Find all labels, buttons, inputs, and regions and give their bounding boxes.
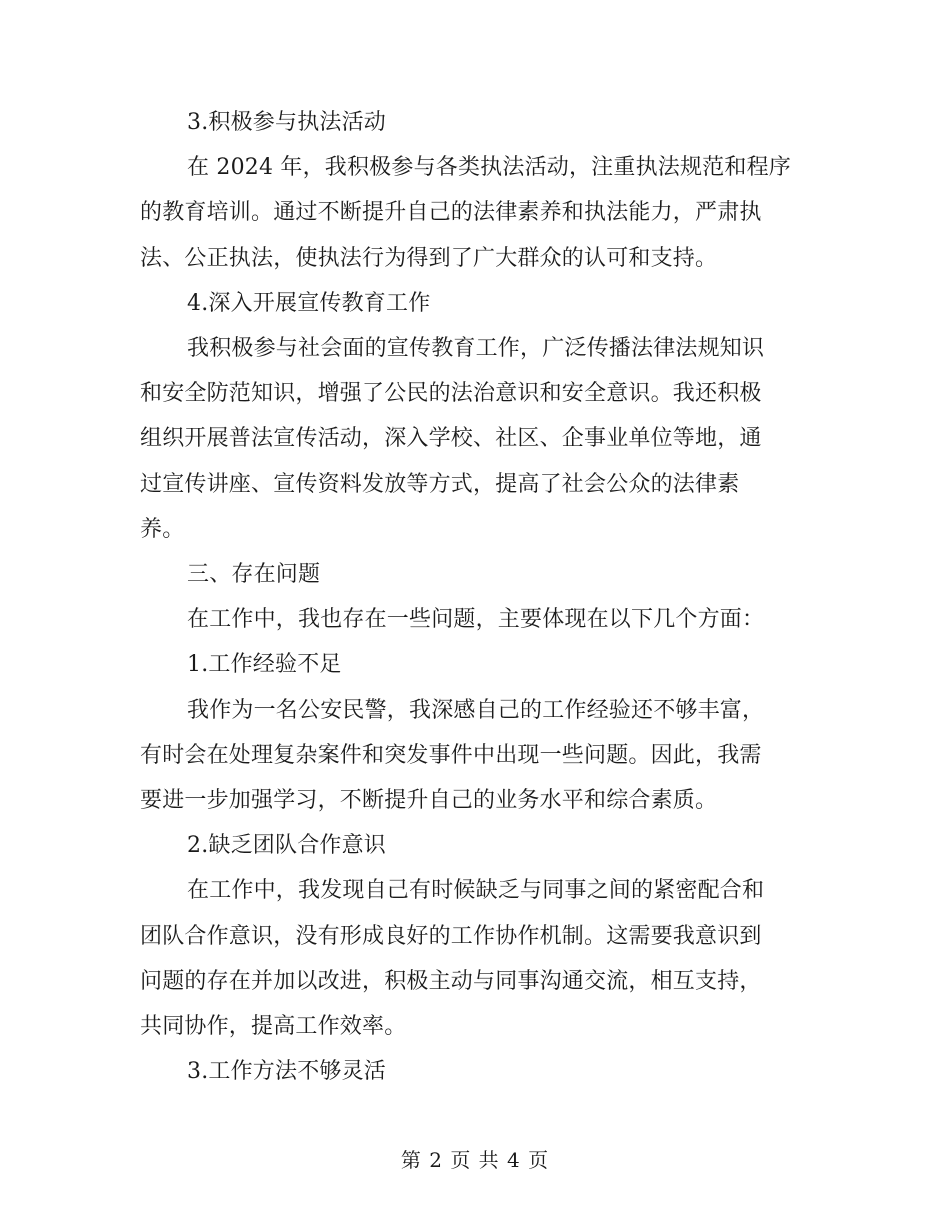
document-body xyxy=(140,100,805,1094)
paragraph-line: 我积极参与社会面的宣传教育工作，广泛传播法律法规知识 xyxy=(187,336,765,362)
paragraph-line: 在 2024 年，我积极参与各类执法活动，注重执法规范和程序 xyxy=(187,155,791,181)
paragraph-line: 共同协作，提高工作效率。 xyxy=(140,1014,407,1040)
section-heading-problems: 三、存在问题 xyxy=(187,562,321,588)
paragraph-line: 在工作中，我发现自己有时候缺乏与同事之间的紧密配合和 xyxy=(187,878,765,904)
paragraph-line: 养。 xyxy=(140,516,185,542)
paragraph-line: 要进一步加强学习，不断提升自己的业务水平和综合素质。 xyxy=(140,788,718,814)
paragraph-line: 问题的存在并加以改进，积极主动与同事沟通交流，相互支持， xyxy=(140,968,762,994)
paragraph-line: 团队合作意识，没有形成良好的工作协作机制。这需要我意识到 xyxy=(140,923,762,949)
paragraph-line: 有时会在处理复杂案件和突发事件中出现一些问题。因此，我需 xyxy=(140,742,762,768)
paragraph-line: 我作为一名公安民警，我深感自己的工作经验还不够丰富， xyxy=(187,697,765,723)
paragraph-line: 过宣传讲座、宣传资料发放等方式，提高了社会公众的法律素 xyxy=(140,471,740,497)
paragraph-line: 法、公正执法，使执法行为得到了广大群众的认可和支持。 xyxy=(140,245,718,271)
paragraph-line: 组织开展普法宣传活动，深入学校、社区、企事业单位等地，通 xyxy=(140,426,762,452)
paragraph-line: 和安全防范知识，增强了公民的法治意识和安全意识。我还积极 xyxy=(140,381,762,407)
heading-4-publicity-education: 4.深入开展宣传教育工作 xyxy=(187,290,431,316)
heading-2-teamwork: 2.缺乏团队合作意识 xyxy=(187,833,386,859)
heading-3-methods: 3.工作方法不够灵活 xyxy=(187,1059,386,1085)
page-footer: 第 2 页 共 4 页 xyxy=(400,1148,550,1172)
heading-3-law-enforcement: 3.积极参与执法活动 xyxy=(187,110,386,135)
paragraph-line: 在工作中，我也存在一些问题，主要体现在以下几个方面： xyxy=(187,607,765,633)
heading-1-experience: 1.工作经验不足 xyxy=(187,652,342,678)
paragraph-line: 的教育培训。通过不断提升自己的法律素养和执法能力，严肃执 xyxy=(140,200,762,226)
